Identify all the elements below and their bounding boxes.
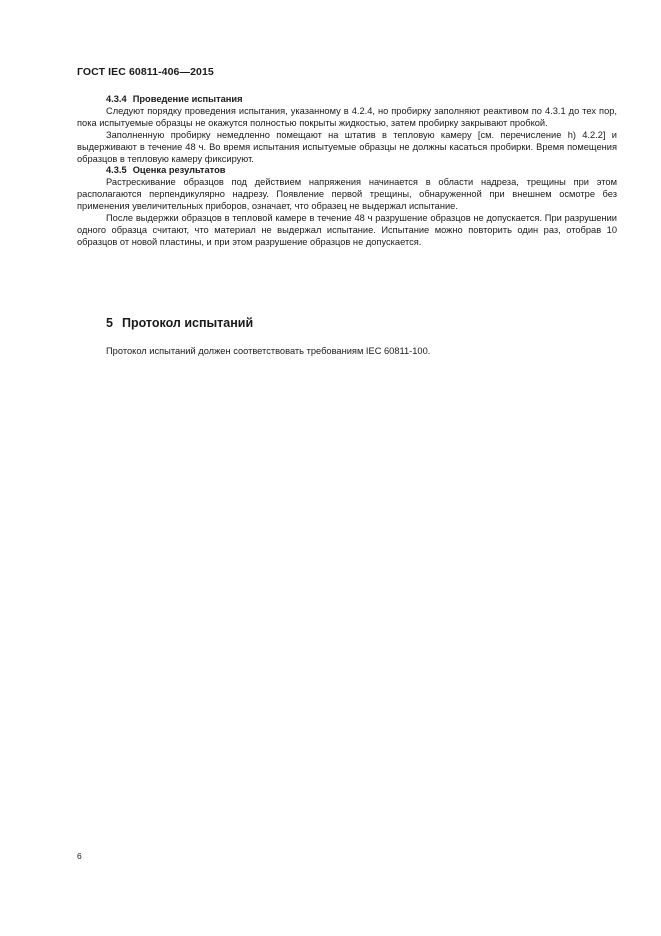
document-code-header: ГОСТ IEC 60811-406—2015 — [77, 66, 214, 78]
clause-4-3-4-heading — [77, 94, 617, 106]
clause-4-3-5-paragraph-2: После выдержки образцов в тепловой камере в течение 48 ч разрушение образцов не допускается. При разрушении одного образца считают, что материал не выдержал испытание. Испытание можно повторить один раз, отобрав 10 образцов от новой пластины, и при этом разрушение образцов не допускается. — [77, 213, 617, 247]
clause-4-3-5-heading — [77, 165, 617, 177]
document-body — [77, 94, 617, 249]
clause-4-3-4-paragraph-1: Следуют порядку проведения испытания, указанному в 4.2.4, но пробирку заполняют реактивом по 4.3.1 до тех пор, пока испытуемые образцы не окажутся полностью покрыты жидкостью, затем пробирку закрывают пробкой. — [77, 105, 617, 128]
section-5-number: 5 — [106, 316, 113, 330]
clause-4-3-4-title: Проведение испытания — [132, 94, 243, 104]
section-5-body: Протокол испытаний должен соответствовать требованиям IEC 60811-100. — [106, 346, 431, 356]
clause-4-3-5-paragraph-1: Растрескивание образцов под действием напряжения начинается в области надреза, трещины при этом располагаются перпендикулярно надрезу. Появление первой трещины, обнаруженной при внешнем осмотре без применения увеличительных приборов, означает, что образец не выдержал испытание. — [77, 177, 617, 212]
page-number: 6 — [77, 851, 82, 861]
clause-4-3-5-number: 4.3.5 — [106, 165, 127, 176]
clause-4-3-5-title: Оценка результатов — [132, 165, 226, 176]
clause-4-3-4-paragraph-2: Заполненную пробирку немедленно помещают на штатив в тепловую камеру [см. перечисление h) 4.2.2] и выдерживают в течение 48 ч. Во время испытания испытуемые образцы не должны касаться пробирки. Время помещения образцов в тепловую камеру фиксируют. — [77, 129, 617, 164]
clause-4-3-4-number: 4.3.4 — [106, 94, 127, 104]
section-5-heading — [106, 316, 253, 330]
section-5-title: Протокол испытаний — [121, 316, 254, 330]
